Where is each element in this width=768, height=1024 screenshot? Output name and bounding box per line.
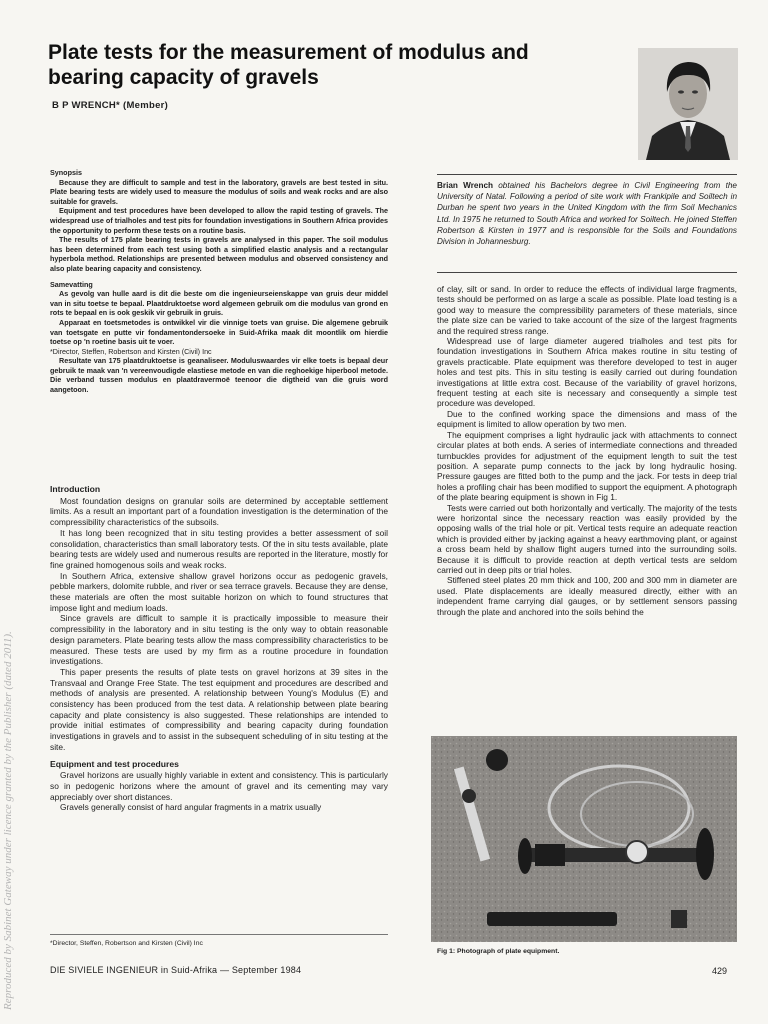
body-paragraph: It has long been recognized that in situ testing provides a better assessment of soil consolidation, characteristics than small laboratory tests. Of the in situ tests available, plate bearing tests are widely used and numerous results are reported in the literature, mostly for fine grained homogenous soils and weak rocks. xyxy=(50,527,388,570)
body-paragraph: The equipment comprises a light hydraulic jack with attachments to connect circular plates at both ends. A series of intermediate connections and threaded turnbuckles provides for adjustment of the equipment length to suit the test position. A separate pump connects to the jack by long hydraulic hosing. Pressure gauges are fitted both to the pump and the jack. For tests in deep trial holes a profiling chair has been modified to support the equipment. A photograph of the plate bearing equipment is shown in Fig 1. xyxy=(437,429,737,503)
page-number: 429 xyxy=(712,966,728,976)
synopsis-heading: Synopsis xyxy=(50,168,82,177)
right-column xyxy=(437,284,737,617)
body-paragraph: Gravel horizons are usually highly variable in extent and consistency. This is particularly so in pedogenic horizons where the amount of gravel and its cementing may vary appreciably over short distances. xyxy=(50,770,388,802)
intro-heading: Introduction xyxy=(50,484,101,494)
samevatting-heading: Samevatting xyxy=(50,279,93,289)
synopsis-paragraph: Equipment and test procedures have been developed to allow the rapid testing of gravels. The widespread use of trialholes and test pits for foundation investigations in Southern Africa provides the opportunity to perform these tests on a routine basis. xyxy=(50,206,388,235)
body-paragraph: Since gravels are difficult to sample it is practically impossible to measure their compressibility in the laboratory and in situ testing is the only way to obtain reasonable design parameters. Plate bearing tests allow the mass compressibility characteristics to be measured. These tests are used by my firm as a routine procedure in foundation investigations. xyxy=(50,613,388,667)
synopsis-block xyxy=(50,168,388,395)
journal-footer: DIE SIVIELE INGENIEUR in Suid-Afrika — September 1984 xyxy=(50,965,302,975)
bio-bottom-rule xyxy=(437,272,737,273)
synopsis-paragraph: The results of 175 plate bearing tests in gravels are analysed in this paper. The soil modulus has been determined from each test using both a simplified elastic analysis and a rectangular hyperbola method. Relationships are presented between modulus and observed consistency and also plate bearing capacity and consistency. xyxy=(50,235,388,273)
synopsis-footnote: *Director, Steffen, Robertson and Kirsten (Civil) Inc xyxy=(50,346,212,356)
bio-top-rule xyxy=(437,174,737,175)
footnote: *Director, Steffen, Robertson and Kirsten (Civil) Inc xyxy=(50,940,203,947)
body-paragraph: of clay, silt or sand. In order to reduce the effects of individual large fragments, tests should be performed on as large a scale as possible. Plate load testing is a good way to measure the compressibility parameters of these materials, since the plate size can be varied to take account of the size of the largest fragments and the required stress range. xyxy=(437,284,737,336)
body-paragraph: Widespread use of large diameter augered trialholes and test pits for foundation investigations in Southern Africa makes routine in situ testing of gravels practicable. Plate equipment was therefore developed to test in auger holes and test pits. This in situ testing is easily carried out during foundation investigations at little extra cost. Because of the variability of gravel horizons, frequent testing at each site is necessary and consequently a simple test procedure was developed. xyxy=(437,336,737,409)
body-paragraph: Tests were carried out both horizontally and vertically. The majority of the tests were horizontal since the necessary reaction was easily provided by the opposing walls of the trial hole or pit. Vertical tests require an adequate reaction which is provided either by jacking against a heavy earthmoving plant, or against a cross beam held by shallow flight augers turned into the surrounding soils. Because it is difficult to provide reaction at depth vertical tests are seldom carried out in deep pits or trial holes. xyxy=(437,502,737,575)
footnote-rule xyxy=(50,934,388,935)
body-paragraph: Gravels generally consist of hard angular fragments in a matrix usually xyxy=(60,802,322,813)
body-paragraph: Most foundation designs on granular soils are determined by acceptable settlement limits. As a result an important part of a foundation investigation is the determination of the compressibility characteristics of the subsoils. xyxy=(50,495,388,528)
author-bio xyxy=(437,180,737,247)
samevatting-paragraph: Resultate van 175 plaatdruktoetse is geanaliseer. Moduluswaardes vir elke toets is bepaal deur gebruik te maak van 'n vereenvoudigde elastiese metode en van die reghoekige hiperbool metode. Die verband tussen modulus en plaatdravermoë teenoor die digtheid van die gruis word aangetoon. xyxy=(50,356,388,395)
article-title: Plate tests for the measurement of modulus and bearing capacity of gravels xyxy=(48,41,529,89)
equipment-heading: Equipment and test procedures xyxy=(50,758,179,769)
samevatting-paragraph: As gevolg van hulle aard is dit die beste om die ingenieurseienskappe van gruis deur middel van in situ toetse te bepaal. Plaatdruktoetse word algemeen gebruik om die modulus van grond en rots te bepaal en is ook geskik vir gebruik in gruis. xyxy=(50,289,388,318)
body-paragraph: In Southern Africa, extensive shallow gravel horizons occur as pedogenic gravels, pebble markers, dolomite rubble, and river or sea terrace gravels. Because they are dense, these materials are often the most suitable horizon on which to found structures that impose light and medium loads. xyxy=(50,570,388,613)
author-portrait xyxy=(638,48,738,160)
figure-caption: Fig 1: Photograph of plate equipment. xyxy=(437,948,560,955)
body-paragraph: Due to the confined working space the dimensions and mass of the equipment is limited to allow operation by two men. xyxy=(437,408,737,430)
bio-name: Brian Wrench xyxy=(437,181,494,190)
samevatting-paragraph: Apparaat en toetsmetodes is ontwikkel vir die vinnige toets van gruise. Die algemene gebruik van toetsgate en putte vir fondamentondersoeke in Suid-Afrika maak dit moontlik om hierdie toetse op 'n roetine basis uit te voer. xyxy=(50,317,388,347)
bio-text: obtained his Bachelors degree in Civil Engineering from the University of Natal. Following a period of site work with Frankipile and Soiltech in Durban he spent two years in the United Kingdom with the firm Soil Mechanics Ltd. In 1975 he returned to South Africa and worked for Soiltech. He joined Steffen Robertson & Kirsten in 1977 and is responsible for the Soils and Foundations Division in Johannesburg. xyxy=(437,181,737,247)
figure-1-photo xyxy=(431,736,737,942)
body-paragraph: Stiffened steel plates 20 mm thick and 100, 200 and 300 mm in diameter are used. Plate displacements are ideally measured directly, either with an independent frame carrying dial gauges, or by settlement sensors passing through the plate and anchored into the soils behind the xyxy=(437,575,737,617)
watermark: Reproduced by Sabinet Gateway under licence granted by the Publisher (dated 2011). xyxy=(2,631,14,1010)
left-column xyxy=(50,484,388,813)
body-paragraph: This paper presents the results of plate tests on gravel horizons at 39 sites in the Transvaal and Orange Free State. The test equipment and procedures are described and methods of analysis are presented. A relationship between Young's Modulus (E) and consistency has been produced from the test data. A relationship between plate bearing capacity and plate consistency is also suggested. These relationships are intended to provide initial estimates of compressibility and bearing capacity during foundation investigations in gravels and to assist in the subsequent scheduling of in situ testing at the site. xyxy=(50,666,388,752)
synopsis-paragraph: Because they are difficult to sample and test in the laboratory, gravels are best tested in situ. Plate bearing tests are widely used to measure the modulus of soils and weak rocks and are also suitable for gravels. xyxy=(50,177,388,206)
author-line: B P WRENCH* (Member) xyxy=(52,100,169,111)
